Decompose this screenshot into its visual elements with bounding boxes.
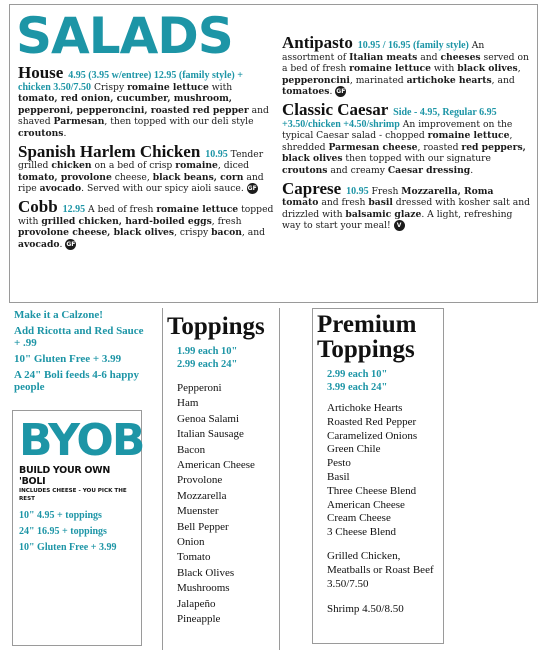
description-segment: artichoke hearts <box>406 74 492 86</box>
list-item: Three Cheese Blend <box>327 484 417 497</box>
toppings-price-24: 2.99 each 24" <box>177 359 238 370</box>
list-item: 3 Cheese Blend <box>327 526 397 539</box>
salad-price: 12.95 <box>62 203 86 215</box>
calzone-boli-note: A 24" Boli feeds 4-6 happy people <box>14 369 139 393</box>
salads-title: SALADS <box>16 7 233 65</box>
premium-toppings-section <box>312 308 444 644</box>
list-item: Black Olives <box>177 566 235 579</box>
salad-price: 10.95 <box>205 148 228 160</box>
byob-option: 10" Gluten Free + 3.99 <box>19 542 117 553</box>
list-item: Ham <box>177 397 199 410</box>
description-segment: romaine <box>175 160 218 172</box>
salad-item-spanish-harlem-chicken <box>18 141 274 195</box>
description-segment: , and <box>491 74 515 86</box>
toppings-list <box>167 381 279 628</box>
description-segment: Caesar dressing <box>387 164 471 176</box>
byob-includes-note: INCLUDES CHEESE - YOU PICK THE REST <box>19 488 127 502</box>
description-segment: romaine lettuce <box>156 203 239 215</box>
salad-price: 10.95 / 16.95 (family style) <box>357 40 469 51</box>
byob-section <box>12 410 142 646</box>
byob-subtitle: BUILD YOUR OWN 'BOLI <box>19 465 110 487</box>
salad-price: Side - 4.95, Regular 6.95 +3.50/chicken +4.50/shrimp <box>282 106 497 130</box>
description-segment: on a bed of crisp <box>91 160 176 172</box>
description-segment: Parmesan cheese <box>328 141 418 153</box>
premium-title-line1: Premium <box>317 311 417 338</box>
byob-option: 24" 16.95 + toppings <box>19 526 107 537</box>
vegetarian-icon: V <box>394 220 405 231</box>
salad-item-caprese <box>282 178 532 232</box>
list-item: Cream Cheese <box>327 512 391 525</box>
description-segment: and <box>417 51 441 63</box>
list-item: Pepperoni <box>177 382 222 394</box>
salad-item-house <box>18 63 274 140</box>
description-segment: , then topped with our deli style <box>104 116 254 128</box>
list-item: Onion <box>177 536 205 549</box>
description-segment: Parmesan <box>53 116 105 128</box>
description-segment: romaine lettuce <box>349 63 431 75</box>
premium-extras <box>317 550 443 617</box>
description-segment: chicken <box>51 160 92 172</box>
salads-column-left <box>18 63 274 256</box>
premium-title-line2: Toppings <box>317 336 415 363</box>
description-segment: cheeses <box>440 51 481 63</box>
list-item: Provolone <box>177 474 223 487</box>
calzone-ricotta-option: Add Ricotta and Red Sauce + .99 <box>14 325 144 349</box>
description-segment: , crispy <box>174 227 212 239</box>
list-item: Bacon <box>177 443 206 456</box>
description-segment: provolone cheese, black olives <box>18 227 175 239</box>
list-item: American Cheese <box>327 498 405 511</box>
description-segment: . A light, refreshing way to start your meal! <box>282 208 513 232</box>
description-segment: , marinated <box>349 74 407 86</box>
description-segment: black olives <box>457 63 518 75</box>
toppings-title: Toppings <box>167 313 265 340</box>
gluten-free-icon: GF <box>247 185 257 193</box>
description-segment: black beans, corn <box>152 171 244 183</box>
salad-name: Caprese <box>282 178 342 198</box>
description-segment: red peppers, black olives <box>282 141 526 165</box>
list-item: Pesto <box>327 457 351 470</box>
salad-name: House <box>18 63 64 82</box>
description-segment: , shredded <box>282 130 513 153</box>
description-segment: and shaved <box>18 104 269 128</box>
premium-toppings-list <box>317 402 443 540</box>
description-segment: and creamy <box>327 164 388 176</box>
salads-column-right <box>282 33 532 238</box>
salad-item-classic-caesar <box>282 99 532 177</box>
description-segment: Mozzarella, Roma tomato <box>282 185 494 209</box>
toppings-price-10: 1.99 each 10" <box>177 346 238 357</box>
salad-name: Spanish Harlem Chicken <box>18 141 201 161</box>
list-item: Roasted Red Pepper <box>327 415 417 428</box>
description-segment: croutons <box>18 127 64 139</box>
description-segment: then topped with our signature <box>342 153 491 165</box>
gluten-free-icon: GF <box>336 88 346 96</box>
description-segment: Italian meats <box>349 51 418 63</box>
toppings-section <box>162 308 280 650</box>
description-segment: Tender grilled <box>18 148 264 172</box>
description-segment: pepperoncini <box>282 74 350 86</box>
calzone-heading: Make it a Calzone! <box>14 309 103 321</box>
description-segment: and fresh <box>318 197 369 209</box>
description-segment: . <box>59 238 63 250</box>
description-segment: dressed with kosher salt and drizzled with <box>282 197 530 220</box>
description-segment: , and <box>241 227 266 239</box>
list-item: Muenster <box>177 505 219 518</box>
byob-option: 10" 4.95 + toppings <box>19 510 102 521</box>
description-segment: grilled chicken, hard-boiled eggs <box>41 215 212 227</box>
list-item: Mushrooms <box>177 582 230 595</box>
description-segment: Fresh <box>371 185 402 197</box>
description-segment: balsamic glaze <box>345 208 422 220</box>
salad-name: Classic Caesar <box>282 99 389 119</box>
list-item: Tomato <box>177 551 211 564</box>
description-segment: and ripe <box>18 171 264 195</box>
description-segment: romaine lettuce <box>127 81 209 93</box>
description-segment: An assortment of <box>282 40 485 63</box>
calzone-section <box>14 309 144 397</box>
description-segment: . <box>470 164 474 176</box>
list-item: Genoa Salami <box>177 412 240 425</box>
description-segment: A bed of fresh <box>88 203 157 215</box>
salad-name: Cobb <box>18 196 58 216</box>
salad-price: 10.95 <box>346 185 369 197</box>
salad-item-cobb <box>18 196 274 250</box>
description-segment: , <box>517 63 521 75</box>
description-segment: tomatoes <box>282 86 330 98</box>
description-segment: , roasted <box>417 141 462 153</box>
salad-name: Antipasto <box>282 33 353 52</box>
list-item: Italian Sausage <box>177 428 244 441</box>
list-item: Mozzarella <box>177 489 227 502</box>
description-segment: , fresh <box>211 215 242 227</box>
list-item: Caramelized Onions <box>327 429 418 442</box>
description-segment: romaine lettuce <box>427 130 510 142</box>
list-item: Bell Pepper <box>177 520 229 533</box>
description-segment: tomato, provolone <box>18 171 112 183</box>
description-segment: , diced <box>217 160 250 172</box>
description-segment: An improvement on the typical Caesar salad - chopped <box>282 118 513 142</box>
description-segment: tomato, red onion, cucumber, mushroom, pepperoni, pepperoncini, roasted red pepper <box>18 93 249 116</box>
description-segment: . Served with our spicy aioli sauce. <box>81 183 244 195</box>
description-segment: with <box>208 81 233 93</box>
salad-price: 4.95 (3.95 w/entree) 12.95 (family style) + chicken 3.50/7.50 <box>18 70 243 93</box>
description-segment: basil <box>368 197 393 209</box>
byob-title: BYOB <box>19 415 144 466</box>
description-segment: . <box>329 86 333 98</box>
list-item: Jalapeño <box>177 597 216 610</box>
description-segment: bacon <box>211 227 242 239</box>
salad-item-antipasto <box>282 33 532 98</box>
salads-section <box>9 4 538 303</box>
premium-meats-option: Grilled Chicken, Meatballs or Roast Beef 3.50/7.50 <box>327 549 434 590</box>
list-item: Basil <box>327 470 350 483</box>
premium-shrimp-option: Shrimp 4.50/8.50 <box>327 603 404 616</box>
premium-price-24: 3.99 each 24" <box>327 382 388 393</box>
calzone-gluten-free-option: 10" Gluten Free + 3.99 <box>14 353 122 365</box>
description-segment: Crispy <box>93 81 128 93</box>
description-segment: served on a bed of fresh <box>282 51 529 75</box>
description-segment: croutons <box>282 164 328 176</box>
description-segment: . <box>63 127 67 139</box>
list-item: Pineapple <box>177 613 221 626</box>
description-segment: avocado <box>39 183 82 195</box>
list-item: American Cheese <box>177 459 255 472</box>
description-segment: topped with <box>18 203 274 227</box>
list-item: Artichoke Hearts <box>327 402 403 414</box>
description-segment: avocado <box>18 238 60 250</box>
description-segment: cheese, <box>111 171 153 183</box>
gluten-free-icon: GF <box>66 240 76 248</box>
premium-price-10: 2.99 each 10" <box>327 369 388 380</box>
description-segment: with <box>430 63 458 75</box>
list-item: Green Chile <box>327 443 381 456</box>
